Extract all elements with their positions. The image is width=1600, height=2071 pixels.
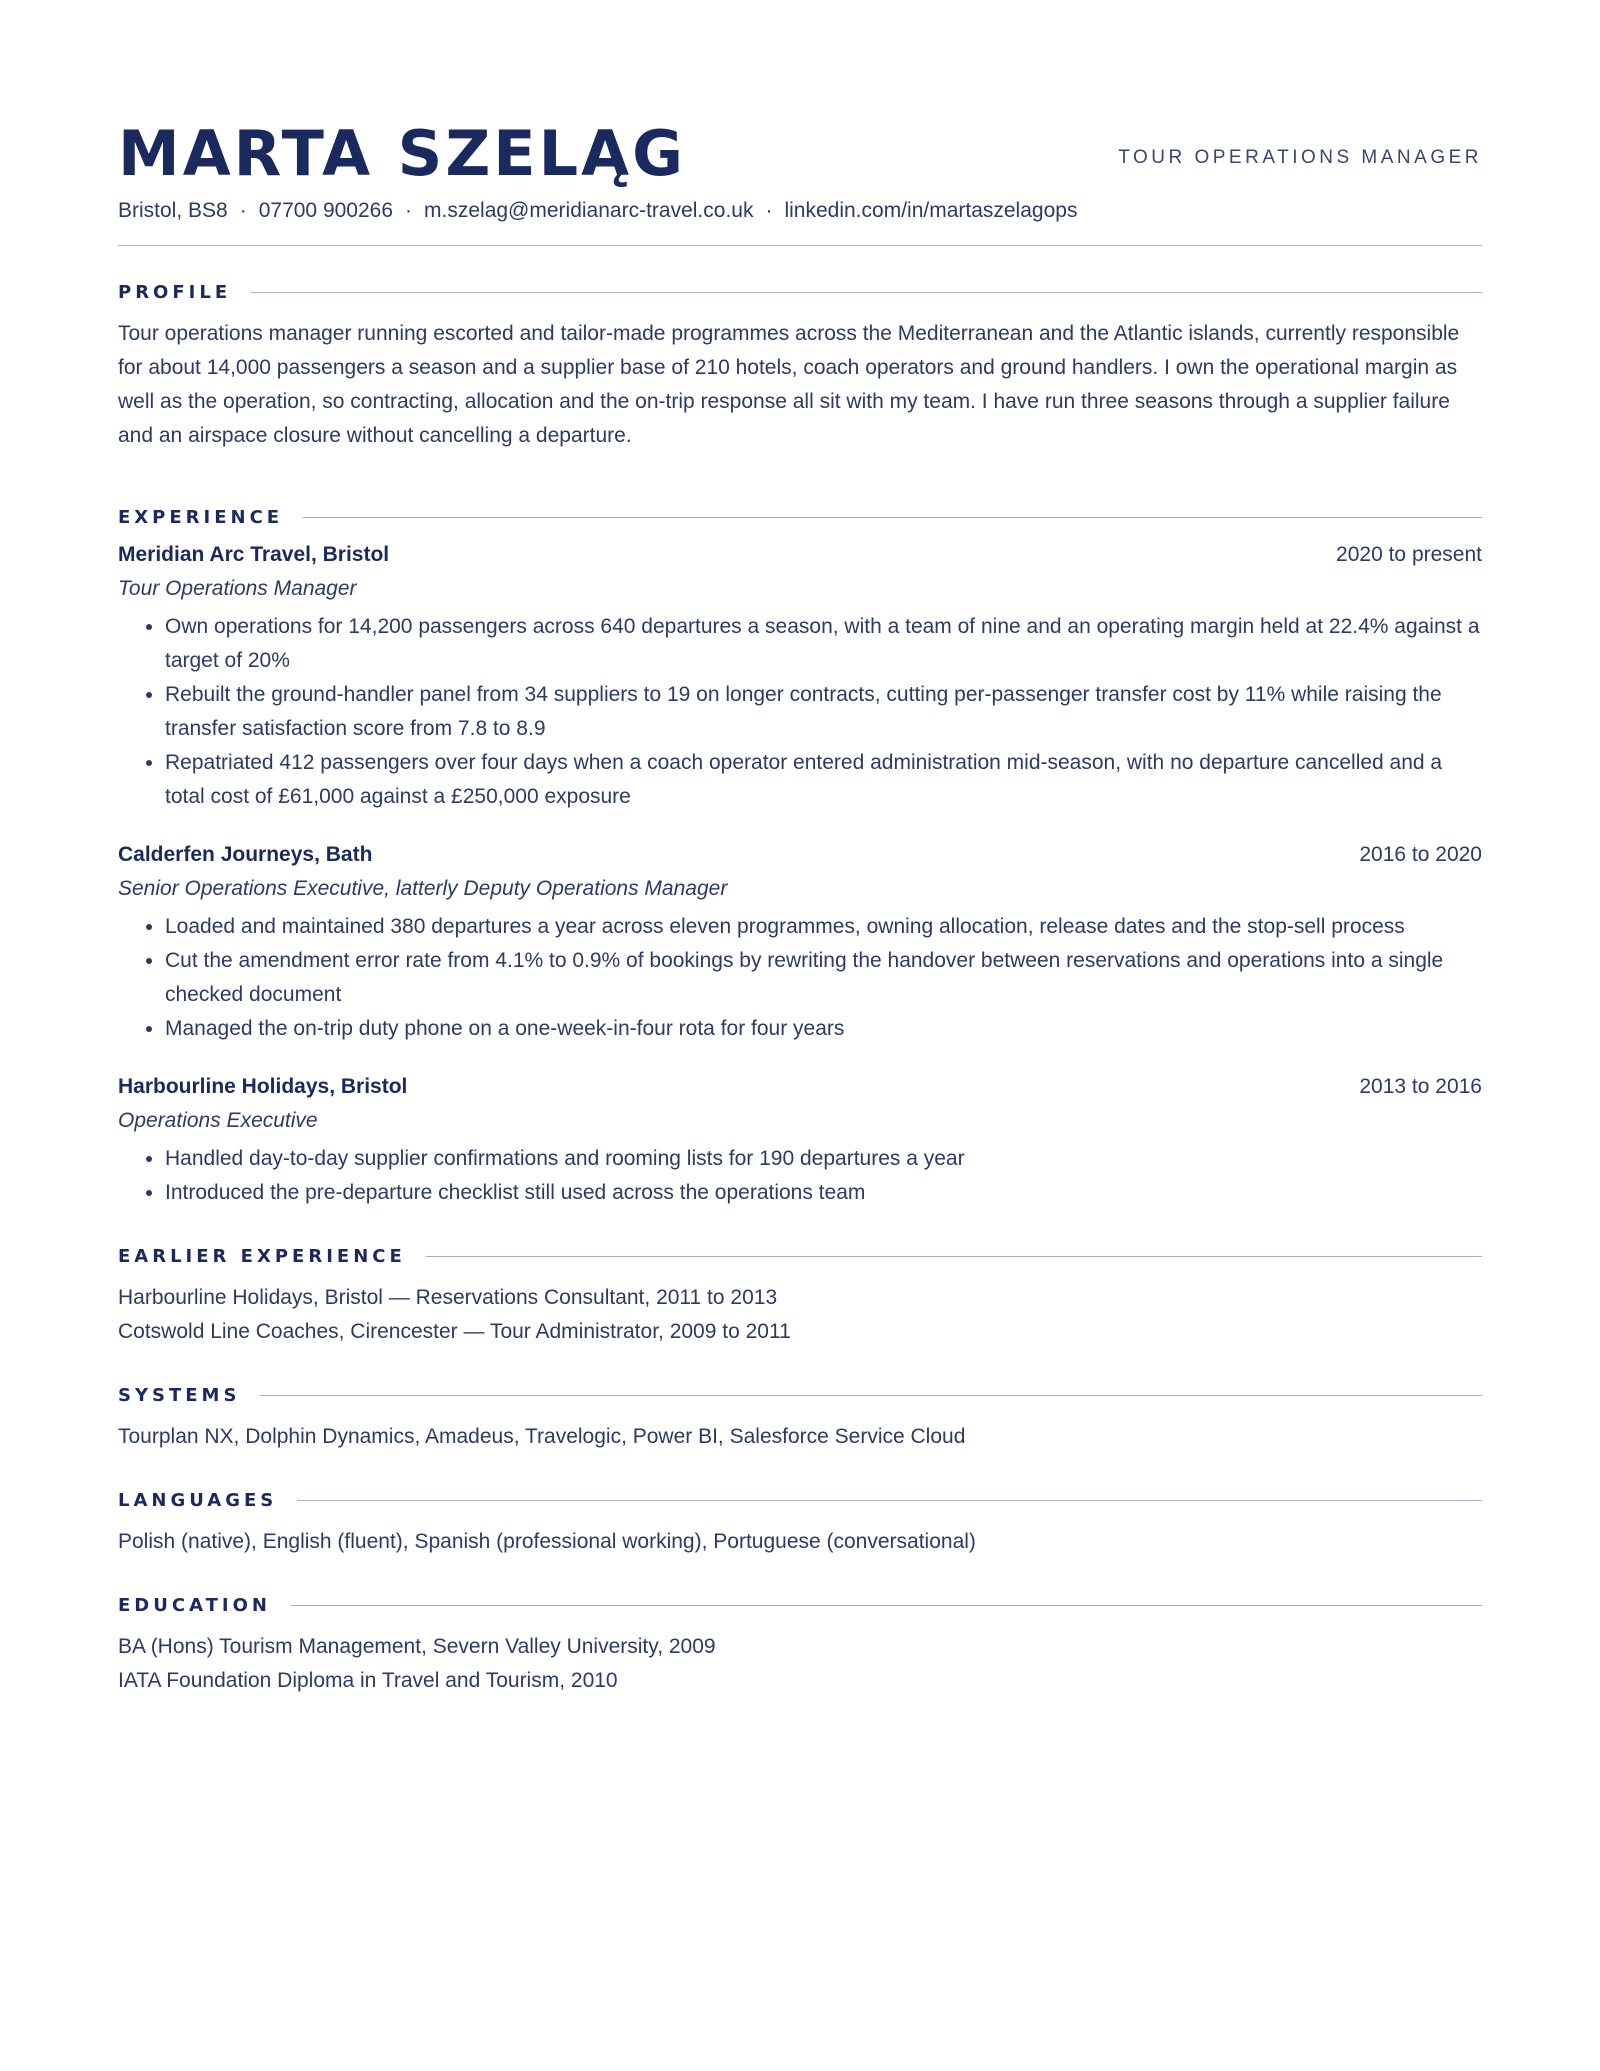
contact-separator: · <box>765 199 773 223</box>
job-bullets <box>118 1142 1482 1210</box>
languages-section <box>118 1490 1482 1559</box>
contact-location: Bristol, BS8 <box>118 199 228 223</box>
job-entry <box>118 838 1482 1046</box>
header-divider <box>118 245 1482 246</box>
job-entry <box>118 1070 1482 1210</box>
section-header <box>118 1246 1482 1267</box>
job-title: TOUR OPERATIONS MANAGER <box>1118 147 1482 169</box>
job-company: Harbourline Holidays, Bristol <box>118 1075 408 1099</box>
job-bullet: • Introduced the pre-departure checklist still used across the operations team <box>165 1176 1482 1210</box>
job-role: Tour Operations Manager <box>118 577 357 601</box>
job-bullets <box>118 910 1482 1046</box>
job-bullet: • Cut the amendment error rate from 4.1% to 0.9% of bookings by rewriting the handover between reservations and operations into a single checked document <box>165 944 1482 1012</box>
contact-line <box>118 199 1482 223</box>
section-header <box>118 1490 1482 1511</box>
section-divider <box>297 1500 1482 1501</box>
section-divider <box>260 1395 1482 1396</box>
section-title-earlier-experience: EARLIER EXPERIENCE <box>118 1246 406 1268</box>
job-bullet: • Loaded and maintained 380 departures a year across eleven programmes, owning allocation, release dates and the stop-sell process <box>165 910 1482 944</box>
section-divider <box>303 517 1482 518</box>
job-entry <box>118 538 1482 814</box>
contact-separator: · <box>239 199 247 223</box>
education-section <box>118 1595 1482 1698</box>
contact-phone: 07700 900266 <box>258 199 394 223</box>
systems-text: Tourplan NX, Dolphin Dynamics, Amadeus, Travelogic, Power BI, Salesforce Service Cloud <box>118 1425 966 1449</box>
job-bullet: • Rebuilt the ground-handler panel from 34 suppliers to 19 on longer contracts, cutting per-passenger transfer cost by 11% while raising the transfer satisfaction score from 7.8 to 8.9 <box>165 678 1482 746</box>
contact-email: m.szelag@meridianarc-travel.co.uk <box>424 199 754 223</box>
job-bullets <box>118 610 1482 814</box>
job-company: Meridian Arc Travel, Bristol <box>118 543 390 567</box>
job-header <box>118 538 1482 572</box>
contact-separator: · <box>405 199 413 223</box>
earlier-experience-item: Harbourline Holidays, Bristol — Reservations Consultant, 2011 to 2013 <box>118 1286 778 1310</box>
job-header <box>118 1070 1482 1104</box>
section-header <box>118 282 1482 303</box>
education-list <box>118 1630 1482 1698</box>
contact-linkedin: linkedin.com/in/martaszelagops <box>784 199 1078 223</box>
experience-section <box>118 507 1482 1210</box>
job-role: Operations Executive <box>118 1109 318 1133</box>
job-bullet: • Handled day-to-day supplier confirmations and rooming lists for 190 departures a year <box>165 1142 1482 1176</box>
profile-text: Tour operations manager running escorted and tailor-made programmes across the Mediterranean and the Atlantic islands, currently responsible for about 14,000 passengers a season and a supplier base of 210 hotels, coach operators and ground handlers. I own the operational margin as well as the operation, so contracting, allocation and the on-trip response all sit with my team. I have run three seasons through a supplier failure and an airspace closure without cancelling a departure. <box>118 322 1460 448</box>
earlier-experience-item: Cotswold Line Coaches, Cirencester — Tour Administrator, 2009 to 2011 <box>118 1320 791 1344</box>
languages-text: Polish (native), English (fluent), Spanish (professional working), Portuguese (conversational) <box>118 1530 976 1554</box>
section-title-profile: PROFILE <box>118 282 232 304</box>
education-item: BA (Hons) Tourism Management, Severn Valley University, 2009 <box>118 1635 716 1659</box>
job-company: Calderfen Journeys, Bath <box>118 843 373 867</box>
section-title-experience: EXPERIENCE <box>118 507 284 529</box>
job-role: Senior Operations Executive, latterly Deputy Operations Manager <box>118 877 728 901</box>
section-header <box>118 1595 1482 1616</box>
job-dates: 2016 to 2020 <box>1359 843 1482 867</box>
section-divider <box>251 292 1482 293</box>
earlier-experience-list <box>118 1281 1482 1349</box>
job-bullet: • Own operations for 14,200 passengers across 640 departures a season, with a team of nine and an operating margin held at 22.4% against a target of 20% <box>165 610 1482 678</box>
job-dates: 2020 to present <box>1336 543 1482 567</box>
section-divider <box>426 1256 1482 1257</box>
section-title-systems: SYSTEMS <box>118 1385 241 1407</box>
section-divider <box>291 1605 1482 1606</box>
job-header <box>118 838 1482 872</box>
job-bullet: • Managed the on-trip duty phone on a one-week-in-four rota for four years <box>165 1012 1482 1046</box>
candidate-name: MARTA SZELĄG <box>118 117 687 190</box>
header <box>118 118 1482 189</box>
earlier-experience-section <box>118 1246 1482 1349</box>
section-header <box>118 507 1482 528</box>
systems-section <box>118 1385 1482 1454</box>
job-bullet: • Repatriated 412 passengers over four days when a coach operator entered administration mid-season, with no departure cancelled and a total cost of £61,000 against a £250,000 exposure <box>165 746 1482 814</box>
section-header <box>118 1385 1482 1406</box>
section-title-languages: LANGUAGES <box>118 1490 278 1512</box>
section-title-education: EDUCATION <box>118 1595 271 1617</box>
job-dates: 2013 to 2016 <box>1359 1075 1482 1099</box>
education-item: IATA Foundation Diploma in Travel and Tourism, 2010 <box>118 1669 618 1693</box>
profile-section <box>118 282 1482 453</box>
